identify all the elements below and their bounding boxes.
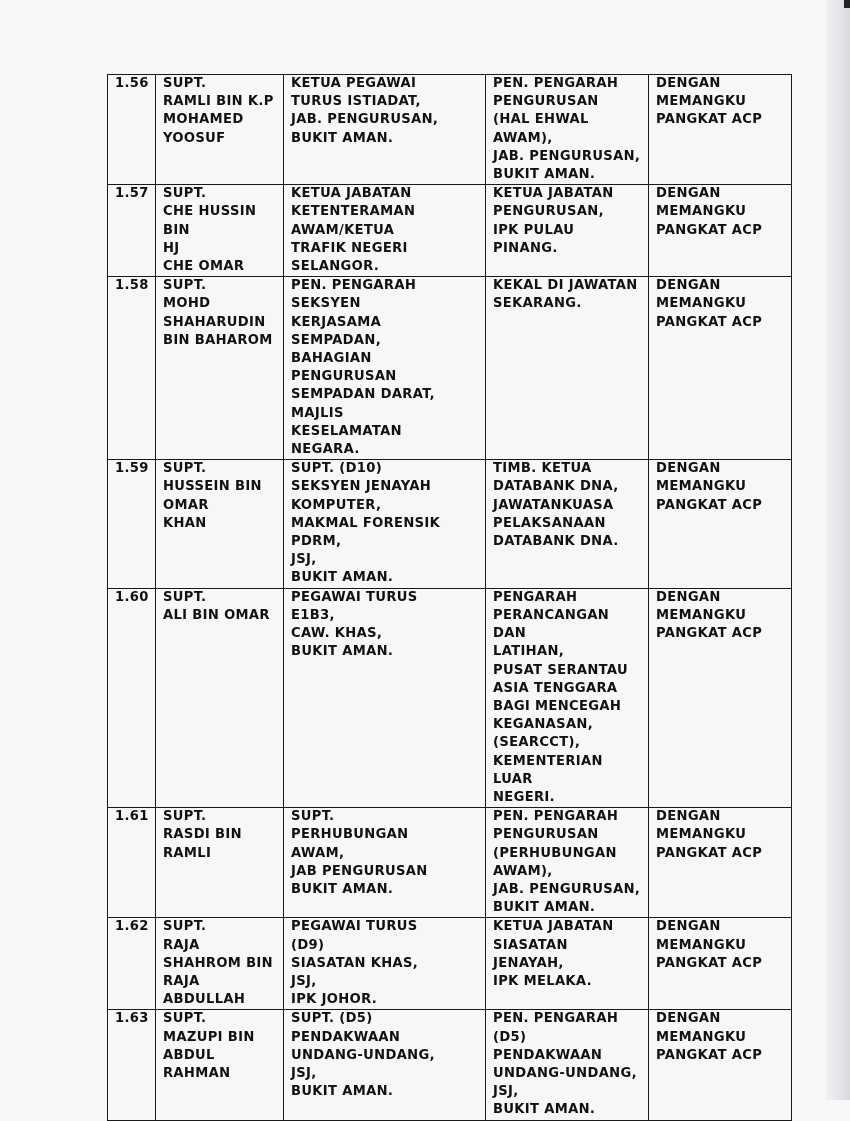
table-row xyxy=(108,185,792,277)
current-post: SUPT. PERHUBUNGAN AWAM, JAB PENGURUSAN BUKIT AMAN. xyxy=(284,808,486,918)
remark: DENGAN MEMANGKU PANGKAT ACP xyxy=(649,185,792,277)
current-post: KETUA JABATAN KETENTERAMAN AWAM/KETUA TRAFIK NEGERI SELANGOR. xyxy=(284,185,486,277)
new-post: PEN. PENGARAH PENGURUSAN (PERHUBUNGAN AWAM), JAB. PENGURUSAN, BUKIT AMAN. xyxy=(486,808,649,918)
remark: DENGAN MEMANGKU PANGKAT ACP xyxy=(649,277,792,460)
scan-corner-mark xyxy=(844,0,850,8)
current-post: PEN. PENGARAH SEKSYEN KERJASAMA SEMPADAN, BAHAGIAN PENGURUSAN SEMPADAN DARAT, MAJLIS KESELAMATAN NEGARA. xyxy=(284,277,486,460)
officer-name: SUPT. RASDI BIN RAMLI xyxy=(156,808,284,918)
table-row xyxy=(108,1010,792,1120)
new-post: PEN. PENGARAH (D5) PENDAKWAAN UNDANG-UNDANG, JSJ, BUKIT AMAN. xyxy=(486,1010,649,1120)
new-post: PENGARAH PERANCANGAN DAN LATIHAN, PUSAT SERANTAU ASIA TENGGARA BAGI MENCEGAH KEGANASAN, (SEARCCT), KEMENTERIAN LUAR NEGERI. xyxy=(486,588,649,807)
remark: DENGAN MEMANGKU PANGKAT ACP xyxy=(649,460,792,588)
table-row xyxy=(108,918,792,1010)
transfer-table xyxy=(107,74,792,1121)
row-number: 1.63 xyxy=(108,1010,156,1120)
row-number: 1.60 xyxy=(108,588,156,807)
current-post: PEGAWAI TURUS (D9) SIASATAN KHAS, JSJ, IPK JOHOR. xyxy=(284,918,486,1010)
new-post: KETUA JABATAN SIASATAN JENAYAH, IPK MELAKA. xyxy=(486,918,649,1010)
new-post: PEN. PENGARAH PENGURUSAN (HAL EHWAL AWAM), JAB. PENGURUSAN, BUKIT AMAN. xyxy=(486,75,649,185)
table-row xyxy=(108,808,792,918)
row-number: 1.58 xyxy=(108,277,156,460)
officer-name: SUPT. ALI BIN OMAR xyxy=(156,588,284,807)
new-post: KEKAL DI JAWATAN SEKARANG. xyxy=(486,277,649,460)
remark: DENGAN MEMANGKU PANGKAT ACP xyxy=(649,75,792,185)
row-number: 1.57 xyxy=(108,185,156,277)
table-row xyxy=(108,460,792,588)
officer-name: SUPT. MAZUPI BIN ABDUL RAHMAN xyxy=(156,1010,284,1120)
table-row xyxy=(108,75,792,185)
officer-name: SUPT. MOHD SHAHARUDIN BIN BAHAROM xyxy=(156,277,284,460)
scan-shadow-edge xyxy=(826,0,850,1100)
remark: DENGAN MEMANGKU PANGKAT ACP xyxy=(649,918,792,1010)
current-post: SUPT. (D5) PENDAKWAAN UNDANG-UNDANG, JSJ, BUKIT AMAN. xyxy=(284,1010,486,1120)
remark: DENGAN MEMANGKU PANGKAT ACP xyxy=(649,588,792,807)
officer-name: SUPT. RAMLI BIN K.P MOHAMED YOOSUF xyxy=(156,75,284,185)
table-row xyxy=(108,277,792,460)
current-post: KETUA PEGAWAI TURUS ISTIADAT, JAB. PENGURUSAN, BUKIT AMAN. xyxy=(284,75,486,185)
row-number: 1.56 xyxy=(108,75,156,185)
officer-name: SUPT. CHE HUSSIN BIN HJ CHE OMAR xyxy=(156,185,284,277)
new-post: KETUA JABATAN PENGURUSAN, IPK PULAU PINANG. xyxy=(486,185,649,277)
remark: DENGAN MEMANGKU PANGKAT ACP xyxy=(649,1010,792,1120)
remark: DENGAN MEMANGKU PANGKAT ACP xyxy=(649,808,792,918)
current-post: PEGAWAI TURUS E1B3, CAW. KHAS, BUKIT AMAN. xyxy=(284,588,486,807)
current-post: SUPT. (D10) SEKSYEN JENAYAH KOMPUTER, MAKMAL FORENSIK PDRM, JSJ, BUKIT AMAN. xyxy=(284,460,486,588)
row-number: 1.59 xyxy=(108,460,156,588)
officer-name: SUPT. HUSSEIN BIN OMAR KHAN xyxy=(156,460,284,588)
new-post: TIMB. KETUA DATABANK DNA, JAWATANKUASA PELAKSANAAN DATABANK DNA. xyxy=(486,460,649,588)
table-row xyxy=(108,588,792,807)
row-number: 1.61 xyxy=(108,808,156,918)
officer-name: SUPT. RAJA SHAHROM BIN RAJA ABDULLAH xyxy=(156,918,284,1010)
row-number: 1.62 xyxy=(108,918,156,1010)
